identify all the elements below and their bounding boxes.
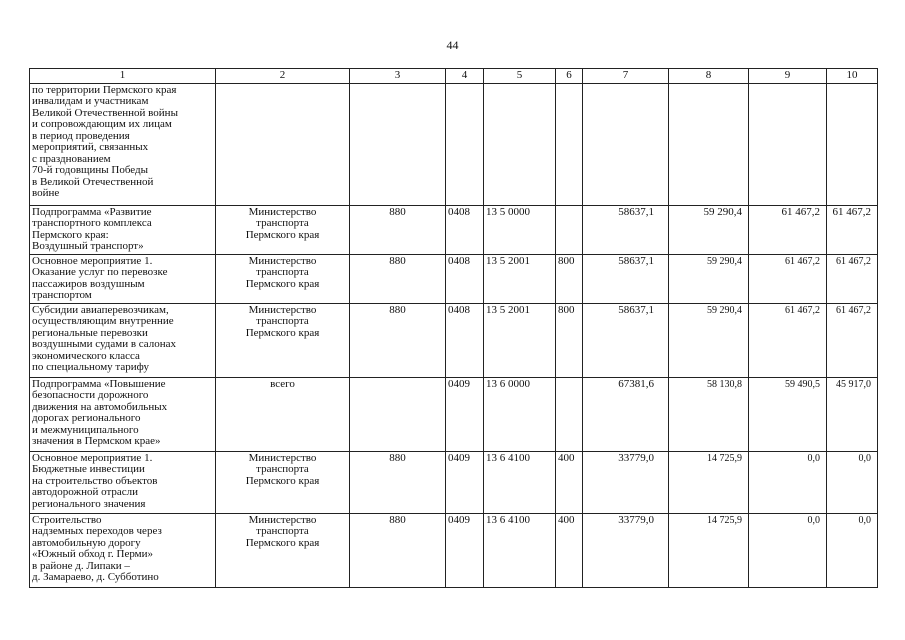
page-number: 44 <box>446 38 459 52</box>
table-cell-c4 <box>446 254 484 303</box>
cell-text: Основное мероприятие 1. Бюджетные инвестиции на строительство объектов автодорожной отрасли регионального значения <box>32 451 158 510</box>
cell-text: 13 5 0000 <box>486 205 530 218</box>
table-cell-c9 <box>749 451 827 513</box>
cell-text: 880 <box>389 303 406 316</box>
cell-text: 58637,1 <box>618 303 654 316</box>
table-row <box>30 303 878 377</box>
table-cell-c10 <box>827 254 878 303</box>
table-cell-c3 <box>350 83 446 205</box>
table-cell-c10 <box>827 303 878 377</box>
cell-text: 59 290,4 <box>707 255 742 267</box>
table-row <box>30 377 878 451</box>
cell-text: 880 <box>389 205 406 218</box>
cell-text: по территории Пермского края инвалидам и участникам Великой Отечественной войны и сопровождающим их лицам в период проведения мероприятий, связанных с празднованием 70-й годовщины Победы в Великой Отечественной войне <box>32 83 178 199</box>
table-cell-c5 <box>484 254 556 303</box>
header-cell: 4 <box>446 69 484 84</box>
table-cell-c10 <box>827 513 878 587</box>
cell-text: всего <box>270 377 295 390</box>
header-cell: 10 <box>827 69 878 84</box>
table-cell-c8 <box>669 513 749 587</box>
header-cell: 6 <box>556 69 583 84</box>
cell-text: Субсидии авиаперевозчикам, осуществляющим внутренние региональные перевозки воздушными судами в салонах экономического класса по специальному тарифу <box>32 303 177 373</box>
table-cell-c5 <box>484 377 556 451</box>
table-cell-c7 <box>583 451 669 513</box>
table-cell-c8 <box>669 451 749 513</box>
table-row <box>30 205 878 254</box>
table-cell-c5 <box>484 513 556 587</box>
table-cell-c6 <box>556 83 583 205</box>
cell-text: Подпрограмма «Развитие транспортного комплекса Пермского края: Воздушный транспорт» <box>32 205 152 252</box>
table-row <box>30 513 878 587</box>
header-cell: 7 <box>583 69 669 84</box>
table-cell-c10 <box>827 205 878 254</box>
cell-text: Министерство транспорта Пермского края <box>245 303 320 339</box>
header-cell: 9 <box>749 69 827 84</box>
header-cell: 2 <box>216 69 350 84</box>
header-cell: 3 <box>350 69 446 84</box>
cell-text: 14 725,9 <box>707 452 742 464</box>
table-cell-c4 <box>446 303 484 377</box>
cell-text: 880 <box>389 451 406 464</box>
table-cell-c4 <box>446 513 484 587</box>
cell-text: 0,0 <box>807 514 820 526</box>
cell-text: Строительство надземных переходов через автомобильную дорогу «Южный обход г. Перми» в районе д. Липаки – д. Замараево, д. Субботино <box>32 513 162 583</box>
cell-text: 880 <box>389 254 406 267</box>
table-cell-c2 <box>216 377 350 451</box>
table-cell-c5 <box>484 451 556 513</box>
table-cell-c7 <box>583 377 669 451</box>
cell-text: 0408 <box>448 205 470 218</box>
cell-text: 45 917,0 <box>836 378 871 390</box>
table-cell-c1 <box>30 83 216 205</box>
table-cell-c10 <box>827 83 878 205</box>
budget-table <box>29 68 878 588</box>
cell-text: 61 467,2 <box>832 205 871 218</box>
cell-text: 61 467,2 <box>785 304 820 316</box>
cell-text: 59 290,4 <box>707 304 742 316</box>
cell-text: 59 290,4 <box>703 205 742 218</box>
cell-text: 800 <box>558 303 575 316</box>
table-cell-c5 <box>484 83 556 205</box>
cell-text: 61 467,2 <box>785 255 820 267</box>
cell-text: 61 467,2 <box>836 304 871 316</box>
table-cell-c2 <box>216 83 350 205</box>
cell-text: 13 6 0000 <box>486 377 530 390</box>
table-cell-c1 <box>30 205 216 254</box>
table-cell-c2 <box>216 254 350 303</box>
cell-text: 33779,0 <box>618 513 654 526</box>
table-row <box>30 451 878 513</box>
table-cell-c1 <box>30 254 216 303</box>
table-cell-c4 <box>446 377 484 451</box>
cell-text: Министерство транспорта Пермского края <box>245 451 320 487</box>
table-cell-c6 <box>556 377 583 451</box>
table-cell-c3 <box>350 303 446 377</box>
table-cell-c9 <box>749 303 827 377</box>
table-cell-c9 <box>749 83 827 205</box>
table-cell-c2 <box>216 451 350 513</box>
table-row <box>30 254 878 303</box>
cell-text: 58 130,8 <box>707 378 742 390</box>
table-cell-c4 <box>446 83 484 205</box>
cell-text: Министерство транспорта Пермского края <box>245 513 320 549</box>
table-cell-c2 <box>216 205 350 254</box>
table-cell-c2 <box>216 513 350 587</box>
table-cell-c3 <box>350 205 446 254</box>
table-cell-c6 <box>556 254 583 303</box>
table-cell-c8 <box>669 205 749 254</box>
table-cell-c3 <box>350 377 446 451</box>
header-cell: 5 <box>484 69 556 84</box>
cell-text: 400 <box>558 451 575 464</box>
table-cell-c1 <box>30 451 216 513</box>
cell-text: 400 <box>558 513 575 526</box>
table-cell-c8 <box>669 83 749 205</box>
table-cell-c3 <box>350 513 446 587</box>
table-cell-c9 <box>749 205 827 254</box>
cell-text: Подпрограмма «Повышение безопасности дорожного движения на автомобильных дорогах регионального и межмуниципального значения в Пермском крае» <box>32 377 168 447</box>
header-row <box>30 69 878 84</box>
table-cell-c4 <box>446 205 484 254</box>
table-cell-c9 <box>749 513 827 587</box>
table-cell-c5 <box>484 205 556 254</box>
cell-text: 0409 <box>448 513 470 526</box>
cell-text: 800 <box>558 254 575 267</box>
table-cell-c7 <box>583 513 669 587</box>
table-row <box>30 83 878 205</box>
table-cell-c9 <box>749 254 827 303</box>
table-cell-c2 <box>216 303 350 377</box>
cell-text: 13 5 2001 <box>486 254 530 267</box>
table-cell-c9 <box>749 377 827 451</box>
table-body <box>30 83 878 587</box>
table-cell-c7 <box>583 205 669 254</box>
table-cell-c8 <box>669 254 749 303</box>
table-cell-c6 <box>556 205 583 254</box>
cell-text: 0408 <box>448 303 470 316</box>
cell-text: 61 467,2 <box>781 205 820 218</box>
table-cell-c3 <box>350 254 446 303</box>
cell-text: 67381,6 <box>618 377 654 390</box>
table-cell-c10 <box>827 451 878 513</box>
cell-text: 880 <box>389 513 406 526</box>
table-cell-c8 <box>669 377 749 451</box>
cell-text: 13 6 4100 <box>486 451 530 464</box>
table-cell-c4 <box>446 451 484 513</box>
table-cell-c6 <box>556 451 583 513</box>
table-cell-c10 <box>827 377 878 451</box>
cell-text: Министерство транспорта Пермского края <box>245 254 320 290</box>
header-cell: 1 <box>30 69 216 84</box>
table-cell-c7 <box>583 303 669 377</box>
table-cell-c1 <box>30 303 216 377</box>
cell-text: 33779,0 <box>618 451 654 464</box>
table-cell-c6 <box>556 513 583 587</box>
cell-text: 13 6 4100 <box>486 513 530 526</box>
table-cell-c7 <box>583 254 669 303</box>
cell-text: 0,0 <box>807 452 820 464</box>
table-cell-c3 <box>350 451 446 513</box>
cell-text: 58637,1 <box>618 205 654 218</box>
cell-text: Основное мероприятие 1. Оказание услуг по перевозке пассажиров воздушным транспортом <box>32 254 168 301</box>
cell-text: 61 467,2 <box>836 255 871 267</box>
cell-text: Министерство транспорта Пермского края <box>245 205 320 241</box>
table-cell-c6 <box>556 303 583 377</box>
cell-text: 0,0 <box>858 514 871 526</box>
cell-text: 14 725,9 <box>707 514 742 526</box>
table-cell-c1 <box>30 513 216 587</box>
cell-text: 0409 <box>448 451 470 464</box>
header-cell: 8 <box>669 69 749 84</box>
cell-text: 0408 <box>448 254 470 267</box>
table-cell-c7 <box>583 83 669 205</box>
table-cell-c1 <box>30 377 216 451</box>
table-cell-c8 <box>669 303 749 377</box>
cell-text: 0,0 <box>858 452 871 464</box>
table-cell-c5 <box>484 303 556 377</box>
cell-text: 0409 <box>448 377 470 390</box>
cell-text: 13 5 2001 <box>486 303 530 316</box>
cell-text: 59 490,5 <box>785 378 820 390</box>
cell-text: 58637,1 <box>618 254 654 267</box>
